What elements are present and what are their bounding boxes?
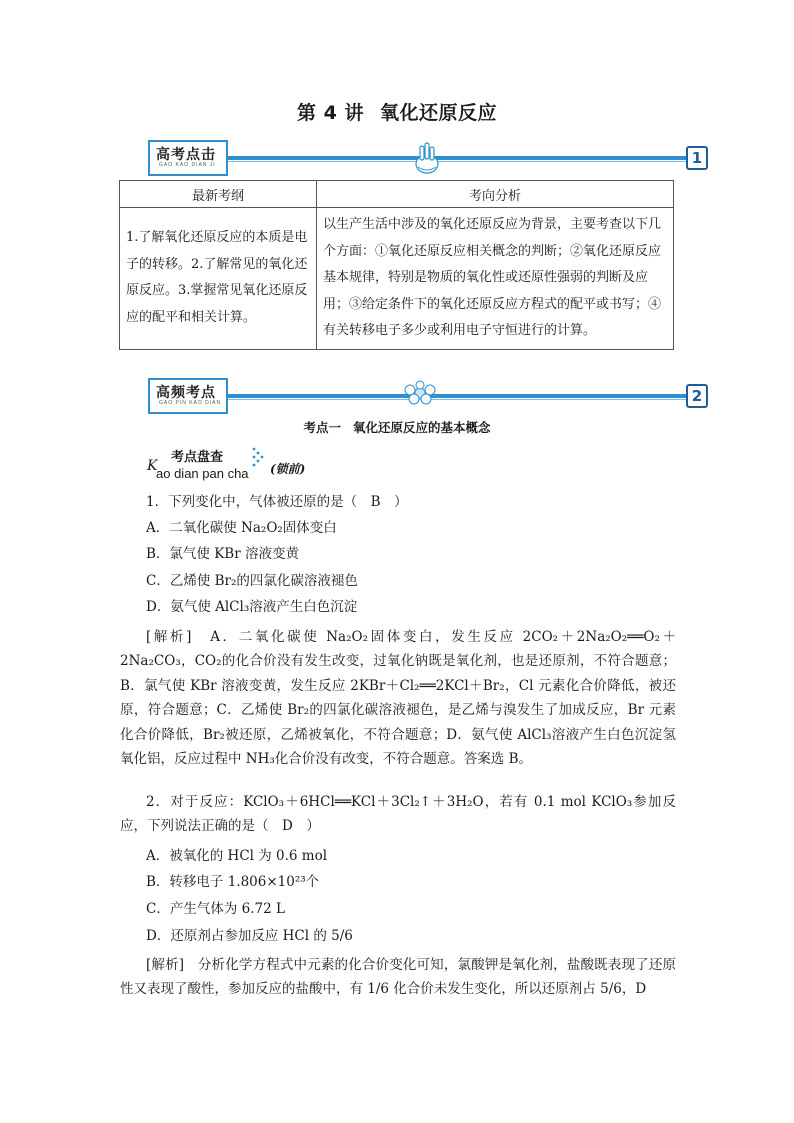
banner-pinyin: GAO PIN KAO DIAN <box>159 400 222 406</box>
table-row <box>120 208 674 350</box>
question-2-option-c: C．产生气体为 6.72 L <box>146 901 285 917</box>
analysis-text: A．二氧化碳使 Na₂O₂固体变白，发生反应 2CO₂＋2Na₂O₂══O₂＋2Na₂CO₃，CO₂的化合价没有发生改变，过氧化钠既是氧化剂，也是还原剂，不符合题意；B．氯气使 KBr 溶液变黄，发生反应 2KBr＋Cl₂══2KCl＋Br₂，Cl 元素化合价降低，被还原，符合题意；C．乙烯使 Br₂的四氯化碳溶液褪色，是乙烯与溴发生了加成反应，Br 元素化合价降低，Br₂被还原，乙烯被氧化，不符合题意；D．氨气使 AlCl₃溶液产生白色沉淀氢氧化铝，反应过程中 NH₃化合价没有改变，不符合题意。答案选 B。 <box>120 629 677 768</box>
section-heading <box>0 418 794 436</box>
kdpc-pinyin: ao dian pan cha <box>156 466 249 481</box>
question-2-option-b: B．转移电子 1.806×10²³个 <box>146 874 320 890</box>
analysis-text: 分析化学方程式中元素的化合价变化可知，氯酸钾是氧化剂，盐酸既表现了还原性又表现了酸性，参加反应的盐酸中，有 1/6 化合价未发生变化，所以还原剂占 5/6，D <box>120 957 676 998</box>
lecture-number: 第 4 讲 <box>297 102 364 124</box>
question-2-option-a: A．被氧化的 HCl 为 0.6 mol <box>146 848 328 864</box>
analysis-tag: [解析] <box>146 629 192 645</box>
page-title <box>0 98 794 125</box>
section-banner-gaopin-kaodian <box>148 378 708 414</box>
table-header-cell: 考向分析 <box>317 181 674 208</box>
question-2-analysis <box>120 953 676 1002</box>
question-1-option-c: C．乙烯使 Br₂的四氯化碳溶液褪色 <box>146 573 358 589</box>
kaodian-pancha-header <box>147 446 387 486</box>
banner-number: 2 <box>686 384 708 408</box>
exam-outline-table <box>119 180 674 350</box>
flower-ornament-icon <box>400 378 440 408</box>
question-1-option-d: D．氨气使 AlCl₃溶液产生白色沉淀 <box>146 599 358 615</box>
question-1-option-b: B．氯气使 KBr 溶液变黄 <box>146 546 299 562</box>
section-banner-gaokao-dianji <box>148 140 708 176</box>
table-cell-outline: 1.了解氧化还原反应的本质是电子的转移。2.了解常见的氧化还原反应。3.掌握常见氧化还原反应的配平和相关计算。 <box>120 208 317 350</box>
table-header-row <box>120 181 674 208</box>
banner-label-box <box>148 140 228 176</box>
lecture-topic: 氧化还原反应 <box>379 102 497 124</box>
kdpc-k: K <box>147 458 158 474</box>
banner-label-box <box>148 378 228 414</box>
kdpc-label: 考点盘查 <box>171 450 224 465</box>
banner-label: 高频考点 <box>156 385 216 401</box>
chevron-right-icon <box>251 446 269 468</box>
analysis-tag: [解析] <box>146 957 185 973</box>
banner-pinyin: GAO KAO DIAN JI <box>159 162 216 168</box>
pointing-hand-icon <box>410 140 444 176</box>
question-1-option-a: A．二氧化碳使 Na₂O₂固体变白 <box>146 520 337 536</box>
table-cell-analysis: 以生产生活中涉及的氧化还原反应为背景，主要考查以下几个方面：①氧化还原反应相关概念的判断；②氧化还原反应基本规律，特别是物质的氧化性或还原性强弱的判断及应用；③给定条件下的氧化还原反应方程式的配平或书写；④有关转移电子多少或利用电子守恒进行的计算。 <box>317 208 674 350</box>
banner-label: 高考点击 <box>156 147 216 163</box>
banner-number: 1 <box>686 146 708 170</box>
question-1-stem: 1．下列变化中，气体被还原的是（ B ） <box>146 494 408 510</box>
kdpc-tag: (锁前) <box>270 462 306 476</box>
question-2-stem: 2．对于反应：KClO₃＋6HCl══KCl＋3Cl₂↑＋3H₂O，若有 0.1 mol KClO₃参加反应，下列说法正确的是（ D ） <box>120 794 676 835</box>
question-2-option-d: D．还原剂占参加反应 HCl 的 5/6 <box>146 928 353 944</box>
table-header-cell: 最新考纲 <box>120 181 317 208</box>
section-title: 氧化还原反应的基本概念 <box>353 420 491 435</box>
section-label: 考点一 <box>303 420 341 435</box>
question-1-analysis <box>120 625 676 771</box>
